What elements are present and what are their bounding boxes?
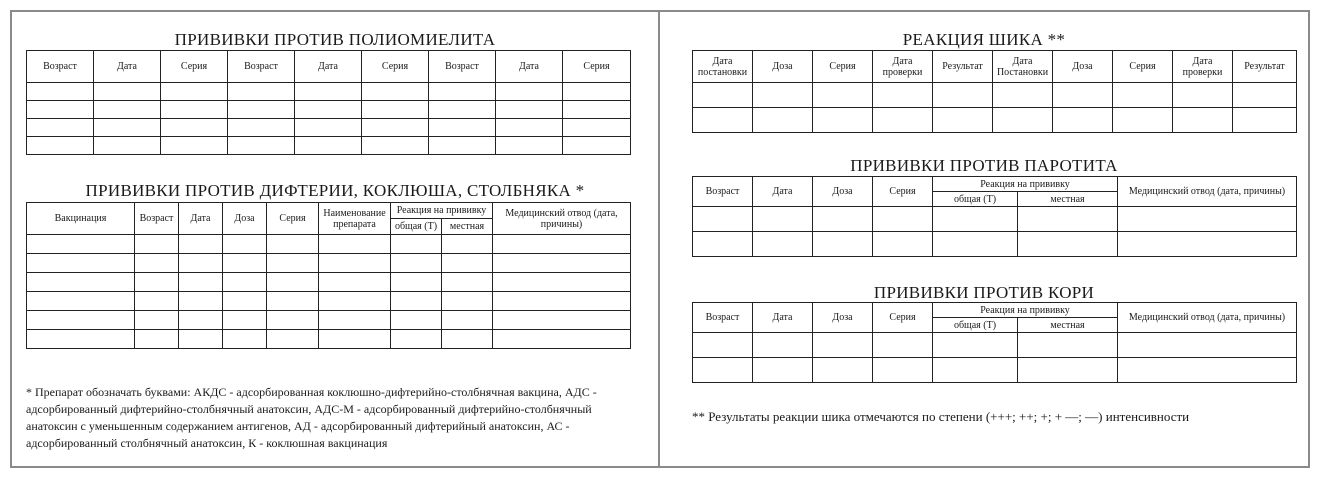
measles-header-row [693,303,1297,318]
dtp-cell[interactable] [391,292,442,311]
dtp-cell[interactable] [135,235,179,254]
schick-header-cell: Результат [1233,51,1297,83]
polio-cell[interactable] [27,119,94,137]
dtp-header-preparation: Наименование препарата [319,203,391,235]
polio-row [27,83,631,101]
dtp-cell[interactable] [442,292,493,311]
polio-cell[interactable] [563,137,631,155]
schick-cell[interactable] [873,108,933,133]
dtp-cell[interactable] [493,330,631,349]
dtp-cell[interactable] [27,235,135,254]
dtp-cell[interactable] [135,311,179,330]
schick-header-cell: Доза [1053,51,1113,83]
dtp-cell[interactable] [319,254,391,273]
polio-cell[interactable] [228,83,295,101]
dtp-cell[interactable] [442,273,493,292]
polio-cell[interactable] [496,101,563,119]
polio-cell[interactable] [295,101,362,119]
measles-cell[interactable] [873,358,933,383]
schick-cell[interactable] [993,108,1053,133]
mumps-cell[interactable] [1018,232,1118,257]
polio-cell[interactable] [429,83,496,101]
left-page [10,10,660,468]
polio-header-cell: Серия [563,51,631,83]
measles-title: ПРИВИВКИ ПРОТИВ КОРИ [873,283,1095,302]
dtp-cell[interactable] [493,311,631,330]
schick-cell[interactable] [1233,108,1297,133]
dtp-header-age: Возраст [135,203,179,235]
schick-cell[interactable] [1233,83,1297,108]
dtp-header-reaction: Реакция на прививку [391,203,493,219]
dtp-cell[interactable] [391,235,442,254]
polio-row [27,119,631,137]
measles-header-date: Дата [753,303,813,333]
measles-header-medical-exemption: Медицинский отвод (дата, причины) [1118,303,1297,333]
polio-cell[interactable] [295,137,362,155]
dtp-cell[interactable] [223,235,267,254]
schick-cell[interactable] [753,83,813,108]
mumps-row [693,232,1297,257]
mumps-header-date: Дата [753,177,813,207]
polio-header-cell: Серия [362,51,429,83]
dtp-cell[interactable] [267,311,319,330]
schick-cell[interactable] [1113,83,1173,108]
dtp-row [27,254,631,273]
mumps-cell[interactable] [753,207,813,232]
polio-cell[interactable] [362,101,429,119]
measles-cell[interactable] [1118,333,1297,358]
schick-cell[interactable] [693,83,753,108]
schick-cell[interactable] [813,83,873,108]
dtp-cell[interactable] [223,311,267,330]
dtp-table [26,202,631,349]
schick-header-cell: Доза [753,51,813,83]
dtp-cell[interactable] [267,330,319,349]
mumps-cell[interactable] [933,232,1018,257]
dtp-cell[interactable] [493,292,631,311]
schick-header-cell: Дата проверки [1173,51,1233,83]
dtp-cell[interactable] [27,273,135,292]
dtp-cell[interactable] [493,273,631,292]
dtp-cell[interactable] [135,273,179,292]
dtp-cell[interactable] [223,273,267,292]
mumps-cell[interactable] [933,207,1018,232]
mumps-cell[interactable] [753,232,813,257]
dtp-cell[interactable] [135,292,179,311]
dtp-cell[interactable] [319,235,391,254]
schick-cell[interactable] [1173,108,1233,133]
polio-cell[interactable] [429,137,496,155]
polio-cell[interactable] [94,137,161,155]
dtp-cell[interactable] [179,273,223,292]
measles-row [693,358,1297,383]
dtp-cell[interactable] [267,254,319,273]
measles-cell[interactable] [753,358,813,383]
dtp-cell[interactable] [223,292,267,311]
polio-cell[interactable] [27,83,94,101]
measles-header-reaction-general: общая (Т) [933,318,1018,333]
dtp-cell[interactable] [223,254,267,273]
measles-cell[interactable] [753,333,813,358]
mumps-header-reaction-general: общая (Т) [933,192,1018,207]
mumps-table [692,176,1297,257]
schick-cell[interactable] [873,83,933,108]
dtp-cell[interactable] [179,330,223,349]
mumps-cell[interactable] [873,207,933,232]
mumps-title: ПРИВИВКИ ПРОТИВ ПАРОТИТА [850,156,1118,175]
schick-row [693,83,1297,108]
polio-row [27,137,631,155]
dtp-cell[interactable] [442,330,493,349]
schick-title: РЕАКЦИЯ ШИКА ** [902,30,1066,49]
dtp-cell[interactable] [442,254,493,273]
dtp-cell[interactable] [223,330,267,349]
polio-table [26,50,631,155]
polio-cell[interactable] [496,83,563,101]
schick-cell[interactable] [693,108,753,133]
dtp-row [27,273,631,292]
polio-cell[interactable] [94,101,161,119]
schick-row [693,108,1297,133]
mumps-cell[interactable] [813,207,873,232]
dtp-cell[interactable] [319,311,391,330]
schick-cell[interactable] [933,108,993,133]
schick-header-cell: Серия [813,51,873,83]
dtp-cell[interactable] [179,292,223,311]
dtp-cell[interactable] [135,330,179,349]
measles-cell[interactable] [1118,358,1297,383]
dtp-cell[interactable] [391,254,442,273]
polio-cell[interactable] [94,119,161,137]
measles-cell[interactable] [813,358,873,383]
polio-cell[interactable] [295,119,362,137]
dtp-cell[interactable] [319,273,391,292]
polio-header-row [27,51,631,83]
mumps-cell[interactable] [1018,207,1118,232]
mumps-cell[interactable] [813,232,873,257]
dtp-cell[interactable] [267,273,319,292]
dtp-row [27,292,631,311]
polio-title: ПРИВИВКИ ПРОТИВ ПОЛИОМИЕЛИТА [174,30,496,49]
measles-header-dose: Доза [813,303,873,333]
dtp-row [27,235,631,254]
schick-cell[interactable] [1053,83,1113,108]
schick-table [692,50,1297,133]
polio-header-cell: Возраст [27,51,94,83]
polio-cell[interactable] [563,101,631,119]
dtp-cell[interactable] [442,235,493,254]
measles-cell[interactable] [873,333,933,358]
mumps-header-age: Возраст [693,177,753,207]
mumps-row [693,207,1297,232]
measles-table [692,302,1297,383]
polio-row [27,101,631,119]
dtp-cell[interactable] [391,330,442,349]
schick-header-row [693,51,1297,83]
measles-row [693,333,1297,358]
polio-cell[interactable] [228,119,295,137]
schick-cell[interactable] [993,83,1053,108]
mumps-cell[interactable] [693,207,753,232]
dtp-header-dose: Доза [223,203,267,235]
dtp-header-reaction-general: общая (Т) [391,219,442,235]
mumps-cell[interactable] [1118,232,1297,257]
dtp-row [27,311,631,330]
measles-cell[interactable] [693,358,753,383]
dtp-cell[interactable] [27,254,135,273]
dtp-row [27,330,631,349]
right-page [658,10,1310,468]
measles-cell[interactable] [693,333,753,358]
dtp-cell[interactable] [319,292,391,311]
dtp-cell[interactable] [27,330,135,349]
polio-cell[interactable] [94,83,161,101]
polio-cell[interactable] [161,83,228,101]
polio-header-cell: Возраст [228,51,295,83]
dtp-cell[interactable] [391,311,442,330]
measles-cell[interactable] [933,333,1018,358]
schick-cell[interactable] [1173,83,1233,108]
dtp-header-date: Дата [179,203,223,235]
polio-cell[interactable] [27,137,94,155]
schick-cell[interactable] [933,83,993,108]
polio-cell[interactable] [161,119,228,137]
mumps-cell[interactable] [1118,207,1297,232]
polio-cell[interactable] [563,119,631,137]
schick-header-cell: Результат [933,51,993,83]
mumps-header-dose: Доза [813,177,873,207]
dtp-header-vaccination: Вакцинация [27,203,135,235]
mumps-header-medical-exemption: Медицинский отвод (дата, причины) [1118,177,1297,207]
schick-header-cell: Серия [1113,51,1173,83]
schick-footnote: ** Результаты реакции шика отмечаются по степени (+++; ++; +; + —; —) интенсивности [692,409,1190,424]
dtp-header-series: Серия [267,203,319,235]
dtp-cell[interactable] [267,292,319,311]
measles-cell[interactable] [1018,333,1118,358]
polio-cell[interactable] [563,83,631,101]
dtp-cell[interactable] [493,254,631,273]
polio-cell[interactable] [228,137,295,155]
dtp-cell[interactable] [135,254,179,273]
polio-cell[interactable] [161,137,228,155]
schick-cell[interactable] [1053,108,1113,133]
mumps-cell[interactable] [693,232,753,257]
polio-cell[interactable] [496,119,563,137]
polio-header-cell: Серия [161,51,228,83]
schick-cell[interactable] [813,108,873,133]
measles-cell[interactable] [933,358,1018,383]
dtp-cell[interactable] [27,292,135,311]
schick-cell[interactable] [1113,108,1173,133]
polio-cell[interactable] [496,137,563,155]
measles-cell[interactable] [1018,358,1118,383]
measles-header-age: Возраст [693,303,753,333]
schick-header-cell: Дата Постановки [993,51,1053,83]
dtp-cell[interactable] [493,235,631,254]
polio-header-cell: Дата [496,51,563,83]
polio-cell[interactable] [27,101,94,119]
dtp-cell[interactable] [27,311,135,330]
measles-header-reaction-local: местная [1018,318,1118,333]
dtp-cell[interactable] [179,311,223,330]
dtp-footnote: * Препарат обозначать буквами: АКДС - адсорбированная коклюшно-дифтерийно-столбнячная вакцина, АДС - адсорбированный дифтерийно-столбнячный анатоксин, АДС-М - адсорбированный дифтерийно-столбнячный анатоксин с уменьшенным содержанием антигенов, АД - адсорбированный дифтерийный анатоксин, АС - адсорбированный столбнячный анатоксин, К - коклюшная вакцинация [26,385,597,450]
dtp-cell[interactable] [391,273,442,292]
mumps-header-series: Серия [873,177,933,207]
mumps-cell[interactable] [873,232,933,257]
schick-header-cell: Дата проверки [873,51,933,83]
dtp-cell[interactable] [179,235,223,254]
polio-header-cell: Дата [295,51,362,83]
polio-header-cell: Возраст [429,51,496,83]
polio-header-cell: Дата [94,51,161,83]
dtp-cell[interactable] [179,254,223,273]
schick-header-cell: Дата постановки [693,51,753,83]
mumps-header-reaction-local: местная [1018,192,1118,207]
dtp-cell[interactable] [442,311,493,330]
dtp-header-medical-exemption: Медицинский отвод (дата, причины) [493,203,631,235]
polio-cell[interactable] [362,83,429,101]
polio-cell[interactable] [429,101,496,119]
polio-cell[interactable] [429,119,496,137]
polio-cell[interactable] [362,119,429,137]
polio-cell[interactable] [362,137,429,155]
dtp-header-row [27,203,631,219]
mumps-header-row [693,177,1297,192]
polio-cell[interactable] [228,101,295,119]
mumps-header-reaction: Реакция на прививку [933,177,1118,192]
measles-header-reaction: Реакция на прививку [933,303,1118,318]
dtp-header-reaction-local: местная [442,219,493,235]
polio-cell[interactable] [295,83,362,101]
dtp-cell[interactable] [267,235,319,254]
measles-header-series: Серия [873,303,933,333]
schick-cell[interactable] [753,108,813,133]
dtp-cell[interactable] [319,330,391,349]
measles-cell[interactable] [813,333,873,358]
dtp-title: ПРИВИВКИ ПРОТИВ ДИФТЕРИИ, КОКЛЮША, СТОЛБНЯКА * [85,181,585,200]
polio-cell[interactable] [161,101,228,119]
